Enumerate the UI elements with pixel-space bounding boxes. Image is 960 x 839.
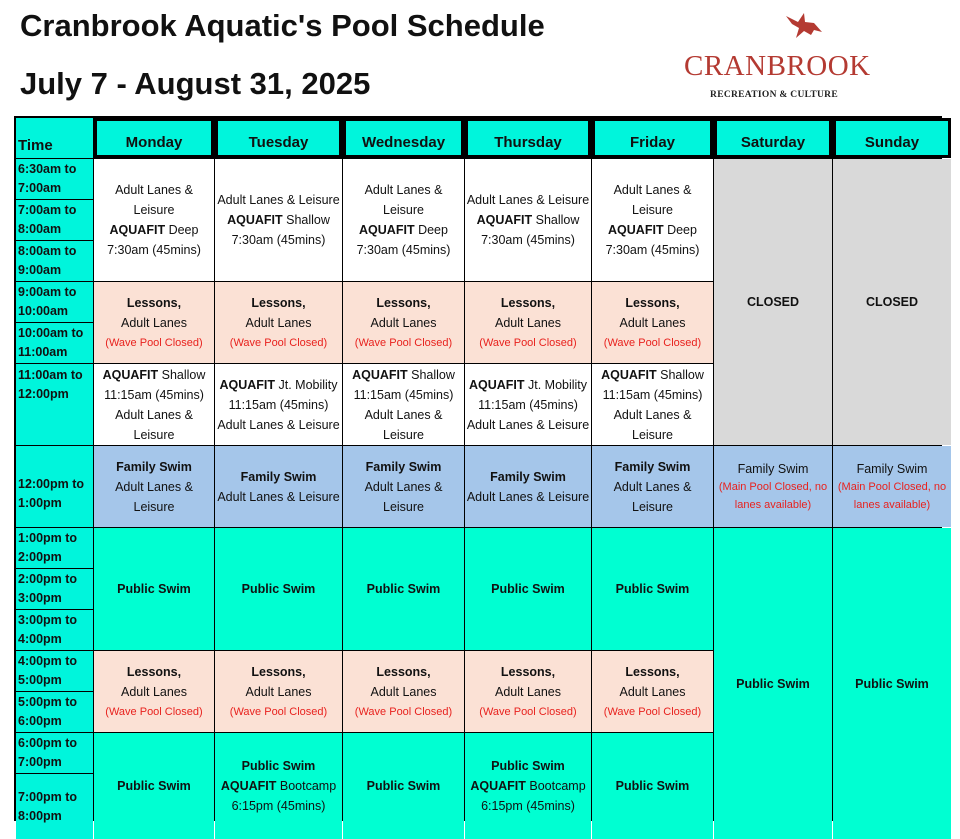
public-swim-cell: Public Swim	[343, 733, 464, 839]
public-swim-cell: Public Swim	[592, 528, 713, 650]
time-slot: 12:00pm to 1:00pm	[16, 446, 93, 527]
day-header-saturday: Saturday	[714, 118, 832, 158]
time-slot: 6:30am to 7:00am	[16, 159, 93, 199]
lessons-cell: Lessons, Adult Lanes (Wave Pool Closed)	[215, 651, 342, 732]
public-swim-cell: Public Swim	[215, 528, 342, 650]
thursday-evening-cell: Public Swim AQUAFIT Bootcamp 6:15pm (45mins)	[465, 733, 591, 839]
tuesday-evening-cell: Public Swim AQUAFIT Bootcamp 6:15pm (45mins)	[215, 733, 342, 839]
time-slot: 1:00pm to 2:00pm	[16, 528, 93, 568]
cranbrook-logo	[684, 10, 871, 100]
day-header-friday: Friday	[592, 118, 713, 158]
time-slot: 11:00am to 12:00pm	[16, 364, 93, 445]
lessons-cell: Lessons, Adult Lanes (Wave Pool Closed)	[465, 282, 591, 363]
time-slot: 5:00pm to 6:00pm	[16, 692, 93, 732]
wednesday-morning-cell: Adult Lanes & Leisure AQUAFIT Deep 7:30am (45mins)	[343, 159, 464, 281]
tuesday-late-morning-cell: AQUAFIT Jt. Mobility 11:15am (45mins) Adult Lanes & Leisure	[215, 364, 342, 445]
family-swim-cell: Family Swim Adult Lanes & Leisure	[94, 446, 214, 527]
family-swim-cell: Family Swim Adult Lanes & Leisure	[592, 446, 713, 527]
lessons-cell: Lessons, Adult Lanes (Wave Pool Closed)	[592, 282, 713, 363]
lessons-cell: Lessons, Adult Lanes (Wave Pool Closed)	[465, 651, 591, 732]
lessons-cell: Lessons, Adult Lanes (Wave Pool Closed)	[215, 282, 342, 363]
lessons-cell: Lessons, Adult Lanes (Wave Pool Closed)	[343, 651, 464, 732]
wednesday-late-morning-cell: AQUAFIT Shallow 11:15am (45mins) Adult Lanes & Leisure	[343, 364, 464, 445]
saturday-closed: CLOSED	[714, 159, 832, 445]
tuesday-morning-cell: Adult Lanes & Leisure AQUAFIT Shallow 7:30am (45mins)	[215, 159, 342, 281]
friday-morning-cell: Adult Lanes & Leisure AQUAFIT Deep 7:30am (45mins)	[592, 159, 713, 281]
friday-late-morning-cell: AQUAFIT Shallow 11:15am (45mins) Adult Lanes & Leisure	[592, 364, 713, 445]
day-header-tuesday: Tuesday	[215, 118, 342, 158]
logo-name: CRANBROOK	[684, 50, 871, 82]
time-slot: 10:00am to 11:00am	[16, 323, 93, 363]
public-swim-cell: Public Swim	[592, 733, 713, 839]
monday-late-morning-cell: AQUAFIT Shallow 11:15am (45mins) Adult Lanes & Leisure	[94, 364, 214, 445]
day-header-sunday: Sunday	[833, 118, 951, 158]
saturday-public-swim: Public Swim	[714, 528, 832, 839]
time-slot: 8:00am to 9:00am	[16, 241, 93, 281]
day-header-monday: Monday	[94, 118, 214, 158]
thursday-late-morning-cell: AQUAFIT Jt. Mobility 11:15am (45mins) Adult Lanes & Leisure	[465, 364, 591, 445]
public-swim-cell: Public Swim	[465, 528, 591, 650]
family-swim-cell: Family Swim Adult Lanes & Leisure	[343, 446, 464, 527]
sunday-closed: CLOSED	[833, 159, 951, 445]
family-swim-cell: Family Swim Adult Lanes & Leisure	[215, 446, 342, 527]
time-slot: 7:00pm to 8:00pm	[16, 774, 93, 839]
time-slot: 4:00pm to 5:00pm	[16, 651, 93, 691]
time-slot: 9:00am to 10:00am	[16, 282, 93, 322]
lessons-cell: Lessons, Adult Lanes (Wave Pool Closed)	[592, 651, 713, 732]
public-swim-cell: Public Swim	[94, 733, 214, 839]
time-slot: 3:00pm to 4:00pm	[16, 610, 93, 650]
schedule-table	[14, 116, 947, 823]
public-swim-cell: Public Swim	[343, 528, 464, 650]
lessons-cell: Lessons, Adult Lanes (Wave Pool Closed)	[343, 282, 464, 363]
lessons-cell: Lessons, Adult Lanes (Wave Pool Closed)	[94, 651, 214, 732]
thursday-morning-cell: Adult Lanes & Leisure AQUAFIT Shallow 7:30am (45mins)	[465, 159, 591, 281]
monday-morning-cell: Adult Lanes & Leisure AQUAFIT Deep 7:30am (45mins)	[94, 159, 214, 281]
time-slot: 7:00am to 8:00am	[16, 200, 93, 240]
bird-logo-icon	[784, 10, 824, 44]
saturday-family-swim-cell: Family Swim (Main Pool Closed, no lanes available)	[714, 446, 832, 527]
time-slot: 6:00pm to 7:00pm	[16, 733, 93, 773]
time-header: Time	[16, 118, 93, 158]
day-header-wednesday: Wednesday	[343, 118, 464, 158]
public-swim-cell: Public Swim	[94, 528, 214, 650]
logo-tagline: RECREATION & CULTURE	[710, 90, 838, 100]
date-range: July 7 - August 31, 2025	[20, 66, 371, 101]
day-header-thursday: Thursday	[465, 118, 591, 158]
family-swim-cell: Family Swim Adult Lanes & Leisure	[465, 446, 591, 527]
time-slot: 2:00pm to 3:00pm	[16, 569, 93, 609]
lessons-cell: Lessons, Adult Lanes (Wave Pool Closed)	[94, 282, 214, 363]
sunday-public-swim: Public Swim	[833, 528, 951, 839]
page-title: Cranbrook Aquatic's Pool Schedule	[20, 8, 545, 43]
sunday-family-swim-cell: Family Swim (Main Pool Closed, no lanes available)	[833, 446, 951, 527]
